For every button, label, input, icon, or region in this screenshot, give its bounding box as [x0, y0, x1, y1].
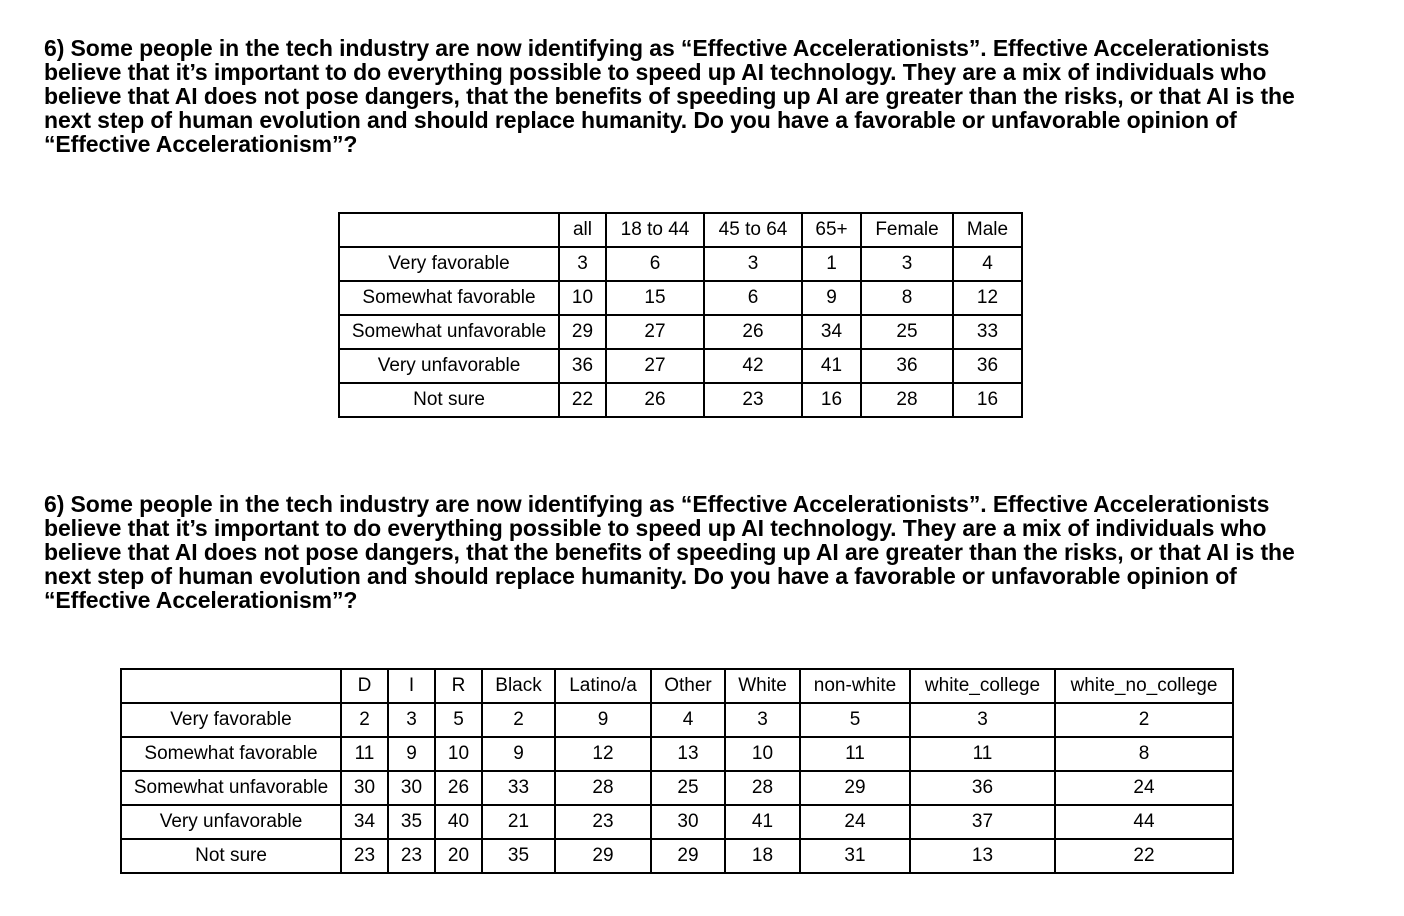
- question-text: 6) Some people in the tech industry are now identifying as “Effective Accelerationists”. Effective Accelerationists believe that it’s important to do everything possible to speed up AI technology. They are a mix of individuals who believe that AI does not pose dangers, that the benefits of speeding up AI are greater than the risks, or that AI is the next step of human evolution and should replace humanity. Do you have a favorable or unfavorable opinion of “Effective Accelerationism”?: [44, 35, 1295, 157]
- table-row: [339, 281, 1022, 315]
- table-cell: 5: [800, 703, 910, 737]
- table-cell: 29: [651, 839, 725, 873]
- table-cell: 25: [861, 315, 953, 349]
- table-cell: 22: [559, 383, 606, 417]
- table-cell: 6: [606, 247, 704, 281]
- table-row: [339, 383, 1022, 417]
- row-label: Somewhat favorable: [339, 281, 559, 315]
- column-header: White: [725, 669, 800, 703]
- column-header: Female: [861, 213, 953, 247]
- table-cell: 23: [388, 839, 435, 873]
- table-cell: 10: [559, 281, 606, 315]
- table-cell: 26: [704, 315, 802, 349]
- table-cell: 23: [341, 839, 388, 873]
- table-cell: 36: [953, 349, 1022, 383]
- table-cell: 36: [559, 349, 606, 383]
- table-row: [121, 737, 1233, 771]
- table-cell: 13: [910, 839, 1055, 873]
- row-label: Not sure: [339, 383, 559, 417]
- column-header: 18 to 44: [606, 213, 704, 247]
- table-cell: 3: [725, 703, 800, 737]
- table-cell: 3: [861, 247, 953, 281]
- column-header: Black: [482, 669, 555, 703]
- table-cell: 6: [704, 281, 802, 315]
- column-header: all: [559, 213, 606, 247]
- table-cell: 27: [606, 349, 704, 383]
- table-cell: 35: [482, 839, 555, 873]
- table-cell: 2: [482, 703, 555, 737]
- table-cell: 28: [725, 771, 800, 805]
- table-cell: 28: [555, 771, 651, 805]
- table-cell: 29: [555, 839, 651, 873]
- table-cell: 25: [651, 771, 725, 805]
- table-cell: 30: [651, 805, 725, 839]
- table-cell: 30: [388, 771, 435, 805]
- table-cell: 3: [910, 703, 1055, 737]
- column-header: white_college: [910, 669, 1055, 703]
- question-text: 6) Some people in the tech industry are now identifying as “Effective Accelerationists”. Effective Accelerationists believe that it’s important to do everything possible to speed up AI technology. They are a mix of individuals who believe that AI does not pose dangers, that the benefits of speeding up AI are greater than the risks, or that AI is the next step of human evolution and should replace humanity. Do you have a favorable or unfavorable opinion of “Effective Accelerationism”?: [44, 491, 1295, 613]
- table-row: [121, 703, 1233, 737]
- corner-cell: [121, 669, 341, 703]
- table-cell: 1: [802, 247, 861, 281]
- column-header: white_no_college: [1055, 669, 1233, 703]
- table-cell: 21: [482, 805, 555, 839]
- table-cell: 22: [1055, 839, 1233, 873]
- table-cell: 24: [800, 805, 910, 839]
- table-cell: 11: [341, 737, 388, 771]
- corner-cell: [339, 213, 559, 247]
- row-label: Very unfavorable: [121, 805, 341, 839]
- table-cell: 24: [1055, 771, 1233, 805]
- row-label: Somewhat unfavorable: [121, 771, 341, 805]
- table-cell: 23: [555, 805, 651, 839]
- table-row: [339, 247, 1022, 281]
- table-cell: 16: [953, 383, 1022, 417]
- table-cell: 3: [704, 247, 802, 281]
- table-cell: 28: [861, 383, 953, 417]
- table-cell: 13: [651, 737, 725, 771]
- table-cell: 16: [802, 383, 861, 417]
- row-label: Very favorable: [121, 703, 341, 737]
- table-cell: 29: [559, 315, 606, 349]
- table-cell: 8: [861, 281, 953, 315]
- table-cell: 37: [910, 805, 1055, 839]
- table-cell: 4: [651, 703, 725, 737]
- table-cell: 34: [341, 805, 388, 839]
- table-cell: 27: [606, 315, 704, 349]
- table-cell: 3: [388, 703, 435, 737]
- table-cell: 18: [725, 839, 800, 873]
- table-cell: 10: [725, 737, 800, 771]
- table-cell: 23: [704, 383, 802, 417]
- table-cell: 41: [802, 349, 861, 383]
- table-cell: 4: [953, 247, 1022, 281]
- row-label: Very favorable: [339, 247, 559, 281]
- table-row: [339, 315, 1022, 349]
- table-cell: 42: [704, 349, 802, 383]
- table-cell: 35: [388, 805, 435, 839]
- column-header: 65+: [802, 213, 861, 247]
- table-cell: 8: [1055, 737, 1233, 771]
- table-cell: 26: [606, 383, 704, 417]
- table-cell: 20: [435, 839, 482, 873]
- table-cell: 30: [341, 771, 388, 805]
- column-header: Latino/a: [555, 669, 651, 703]
- table-cell: 36: [910, 771, 1055, 805]
- table-cell: 29: [800, 771, 910, 805]
- table-cell: 34: [802, 315, 861, 349]
- table-cell: 9: [555, 703, 651, 737]
- table-cell: 36: [861, 349, 953, 383]
- table-cell: 11: [910, 737, 1055, 771]
- row-label: Somewhat unfavorable: [339, 315, 559, 349]
- row-label: Not sure: [121, 839, 341, 873]
- column-header: Male: [953, 213, 1022, 247]
- table-cell: 9: [388, 737, 435, 771]
- table-cell: 2: [341, 703, 388, 737]
- table-row: [121, 771, 1233, 805]
- table-cell: 33: [482, 771, 555, 805]
- table-cell: 11: [800, 737, 910, 771]
- table-cell: 41: [725, 805, 800, 839]
- column-header: non-white: [800, 669, 910, 703]
- table-header-row: [121, 669, 1233, 703]
- crosstab-table: [120, 668, 1234, 874]
- table-cell: 44: [1055, 805, 1233, 839]
- table-cell: 9: [482, 737, 555, 771]
- crosstab-table: [338, 212, 1023, 418]
- column-header: D: [341, 669, 388, 703]
- table-cell: 15: [606, 281, 704, 315]
- table-row: [339, 349, 1022, 383]
- table-cell: 33: [953, 315, 1022, 349]
- table-cell: 26: [435, 771, 482, 805]
- table-cell: 2: [1055, 703, 1233, 737]
- table-cell: 40: [435, 805, 482, 839]
- column-header: R: [435, 669, 482, 703]
- table-cell: 9: [802, 281, 861, 315]
- column-header: Other: [651, 669, 725, 703]
- table-cell: 10: [435, 737, 482, 771]
- column-header: I: [388, 669, 435, 703]
- row-label: Very unfavorable: [339, 349, 559, 383]
- table-cell: 5: [435, 703, 482, 737]
- table-cell: 12: [953, 281, 1022, 315]
- table-cell: 3: [559, 247, 606, 281]
- table-header-row: [339, 213, 1022, 247]
- table-row: [121, 805, 1233, 839]
- column-header: 45 to 64: [704, 213, 802, 247]
- table-row: [121, 839, 1233, 873]
- table-cell: 31: [800, 839, 910, 873]
- table-cell: 12: [555, 737, 651, 771]
- row-label: Somewhat favorable: [121, 737, 341, 771]
